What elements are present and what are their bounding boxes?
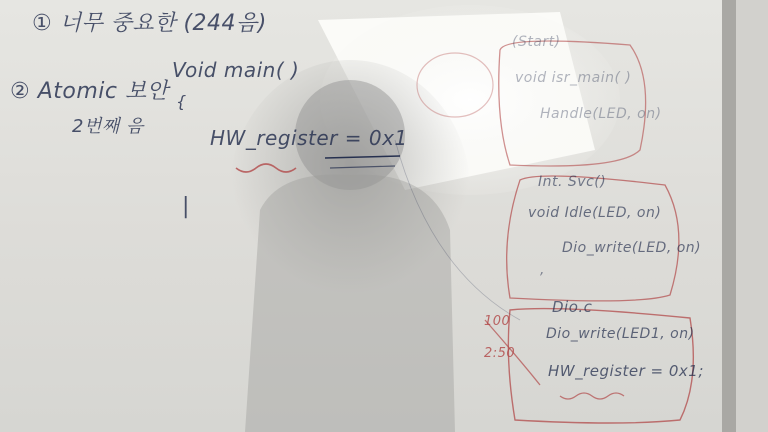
board-line-2b: 2번째 음 <box>72 116 144 137</box>
board-line-1: ① 너무 중요한 (244음) <box>32 11 267 36</box>
wall <box>736 0 768 432</box>
side-label-1: 100 <box>484 314 511 329</box>
box-2-line-1: void Idle(LED, on) <box>528 205 662 221</box>
side-label-2: 2:50 <box>484 346 516 361</box>
main-brace: { <box>176 92 187 111</box>
box-1-line-2: Handle(LED, on) <box>540 106 662 122</box>
shadow-body <box>245 174 455 432</box>
red-wiggle-2 <box>560 393 624 399</box>
box-2-title: Int. Svc() <box>538 174 607 190</box>
hw-register-line: HW_register = 0x1 <box>210 126 408 150</box>
box-1-title: (Start) <box>512 34 561 50</box>
board-line-2: ② Atomic 보안 <box>10 79 169 104</box>
box-2-outline <box>507 176 679 301</box>
box-2-line-2: Dio_write(LED, on) <box>562 240 702 256</box>
cursor-mark: | <box>182 194 190 219</box>
box-2-mark: , <box>540 262 545 278</box>
board-frame <box>722 0 736 432</box>
box-3-line-1: Dio_write(LED1, on) <box>546 326 695 342</box>
box-1-line-1: void isr_main( ) <box>515 70 632 86</box>
box-3-line-2: HW_register = 0x1; <box>548 362 704 380</box>
main-signature: Void main( ) <box>172 58 300 82</box>
box-3-title: Dio.c <box>552 298 593 316</box>
